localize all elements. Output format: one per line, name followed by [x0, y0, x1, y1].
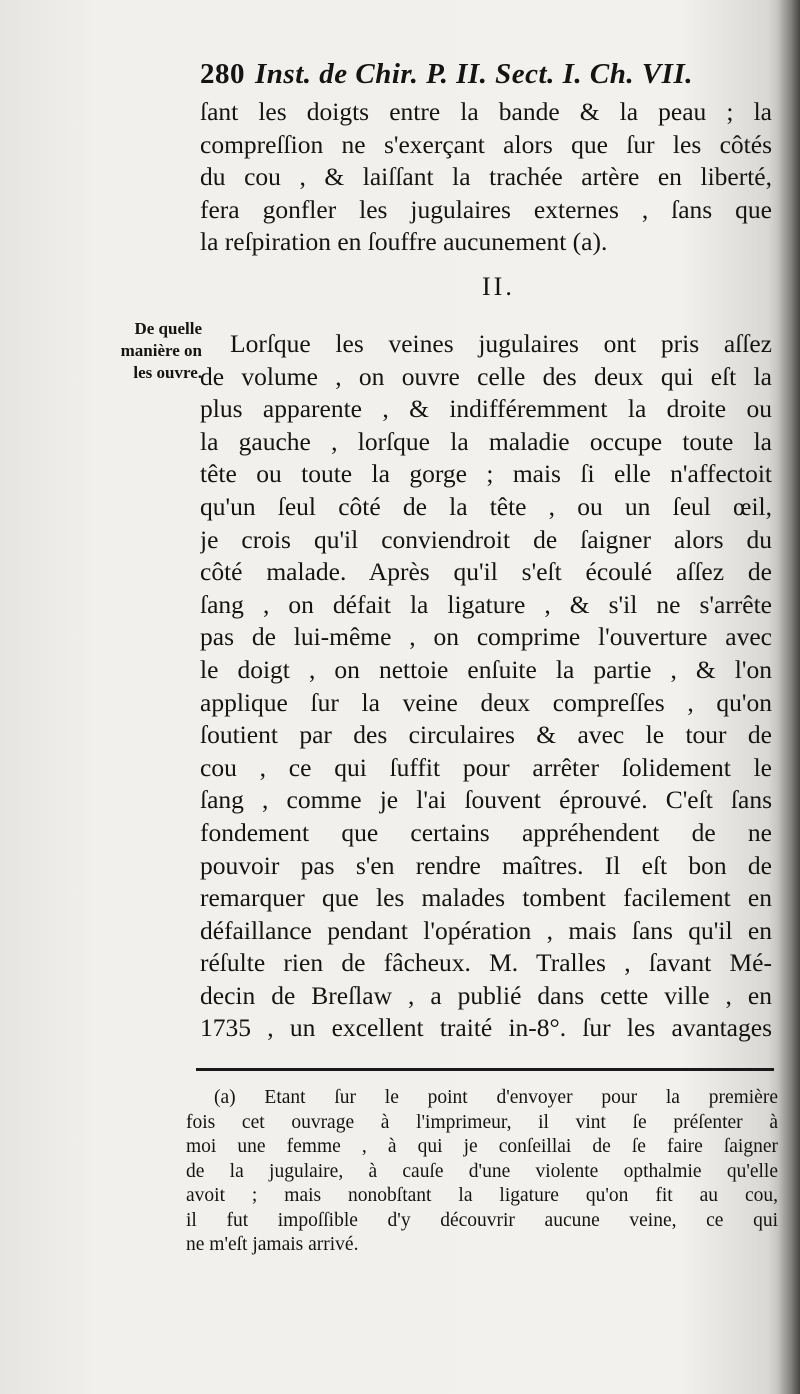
section-number: II.	[482, 272, 515, 301]
text-line: je crois qu'il conviendroit de ſaigner alors du	[200, 524, 772, 554]
text-line: de volume , on ouvre celle des deux qui eſt la	[200, 361, 772, 391]
margin-note-line: De quelle	[134, 319, 202, 338]
text-line: 1735 , un excellent traité in-8°. ſur les avantages	[200, 1013, 772, 1043]
footnote-line: avoit ; mais nonobſtant la ligature qu'on fit au cou,	[186, 1185, 778, 1206]
text-line: pas de lui-même , on comprime l'ouverture avec	[200, 622, 772, 652]
text-line: cou , ce qui ſuffit pour arrêter ſolidement le	[200, 752, 772, 782]
text-line: pouvoir pas s'en rendre maîtres. Il eſt bon de	[200, 850, 772, 880]
text-line: decin de Breſlaw , a publié dans cette ville , en	[200, 980, 772, 1010]
text-line: fondement que certains appréhendent de ne	[200, 817, 772, 847]
text-line: tête ou toute la gorge ; mais ſi elle n'affectoit	[200, 459, 772, 489]
text-line: la gauche , lorſque la maladie occupe toute la	[200, 426, 772, 456]
text-line: ſang , comme je l'ai ſouvent éprouvé. C'eſt ſans	[200, 785, 772, 815]
text-line: remarquer que les malades tombent facilement en	[200, 883, 772, 913]
text-line: le doigt , on nettoie enſuite la partie , & l'on	[200, 654, 772, 684]
text-line: applique ſur la veine deux compreſſes , qu'on	[200, 687, 772, 717]
footnote-line: de la jugulaire, à cauſe d'une violente opthalmie qu'elle	[186, 1160, 778, 1182]
text-line: côté malade. Après qu'il s'eſt écoulé aſſez de	[200, 557, 772, 587]
page-number: 280	[200, 58, 245, 90]
text-line: défaillance pendant l'opération , mais ſans qu'il en	[200, 915, 772, 945]
margin-note	[62, 318, 202, 384]
binding-gutter-shadow	[778, 0, 800, 1394]
text-line: plus apparente , & indifféremment la droite ou	[200, 394, 772, 424]
running-title: Inst. de Chir. P. II. Sect. I. Ch. VII.	[255, 58, 693, 90]
paragraph-1	[200, 96, 772, 259]
text-line: ſant les doigts entre la bande & la peau ; la	[200, 97, 772, 126]
paragraph-2	[200, 328, 772, 1045]
text-line: compreſſion ne s'exerçant alors que ſur les côtés	[200, 129, 772, 159]
text-line: fera gonfler les jugulaires externes , ſans que	[200, 194, 772, 224]
footnote-line: (a) Etant ſur le point d'envoyer pour la première	[214, 1087, 778, 1108]
footnote-line: fois cet ouvrage à l'imprimeur, il vint ſe préſenter à	[186, 1111, 778, 1133]
text-line: Lorſque les veines jugulaires ont pris aſſez	[230, 329, 772, 358]
footnote-line: il fut impoſſible d'y découvrir aucune veine, ce qui	[186, 1209, 778, 1231]
footnote-rule	[196, 1068, 774, 1071]
footnote	[186, 1086, 778, 1258]
footnote-line: moi une femme , à qui je conſeillai de ſe faire ſaigner	[186, 1136, 778, 1157]
margin-note-line: manière on	[120, 341, 202, 360]
text-line: réſulte rien de fâcheux. M. Tralles , ſavant Mé-	[200, 948, 772, 978]
text-line: qu'un ſeul côté de la tête , ou un ſeul œil,	[200, 491, 772, 521]
text-line: la reſpiration en ſouffre aucunement (a).	[200, 227, 608, 257]
running-header	[200, 58, 770, 91]
text-line: ſang , on défait la ligature , & s'il ne s'arrête	[200, 589, 772, 619]
text-line: du cou , & laiſſant la trachée artère en liberté,	[200, 162, 772, 192]
margin-note-line: les ouvre.	[133, 363, 202, 382]
text-line: ſoutient par des circulaires & avec le tour de	[200, 720, 772, 750]
footnote-line: ne m'eſt jamais arrivé.	[186, 1234, 359, 1255]
